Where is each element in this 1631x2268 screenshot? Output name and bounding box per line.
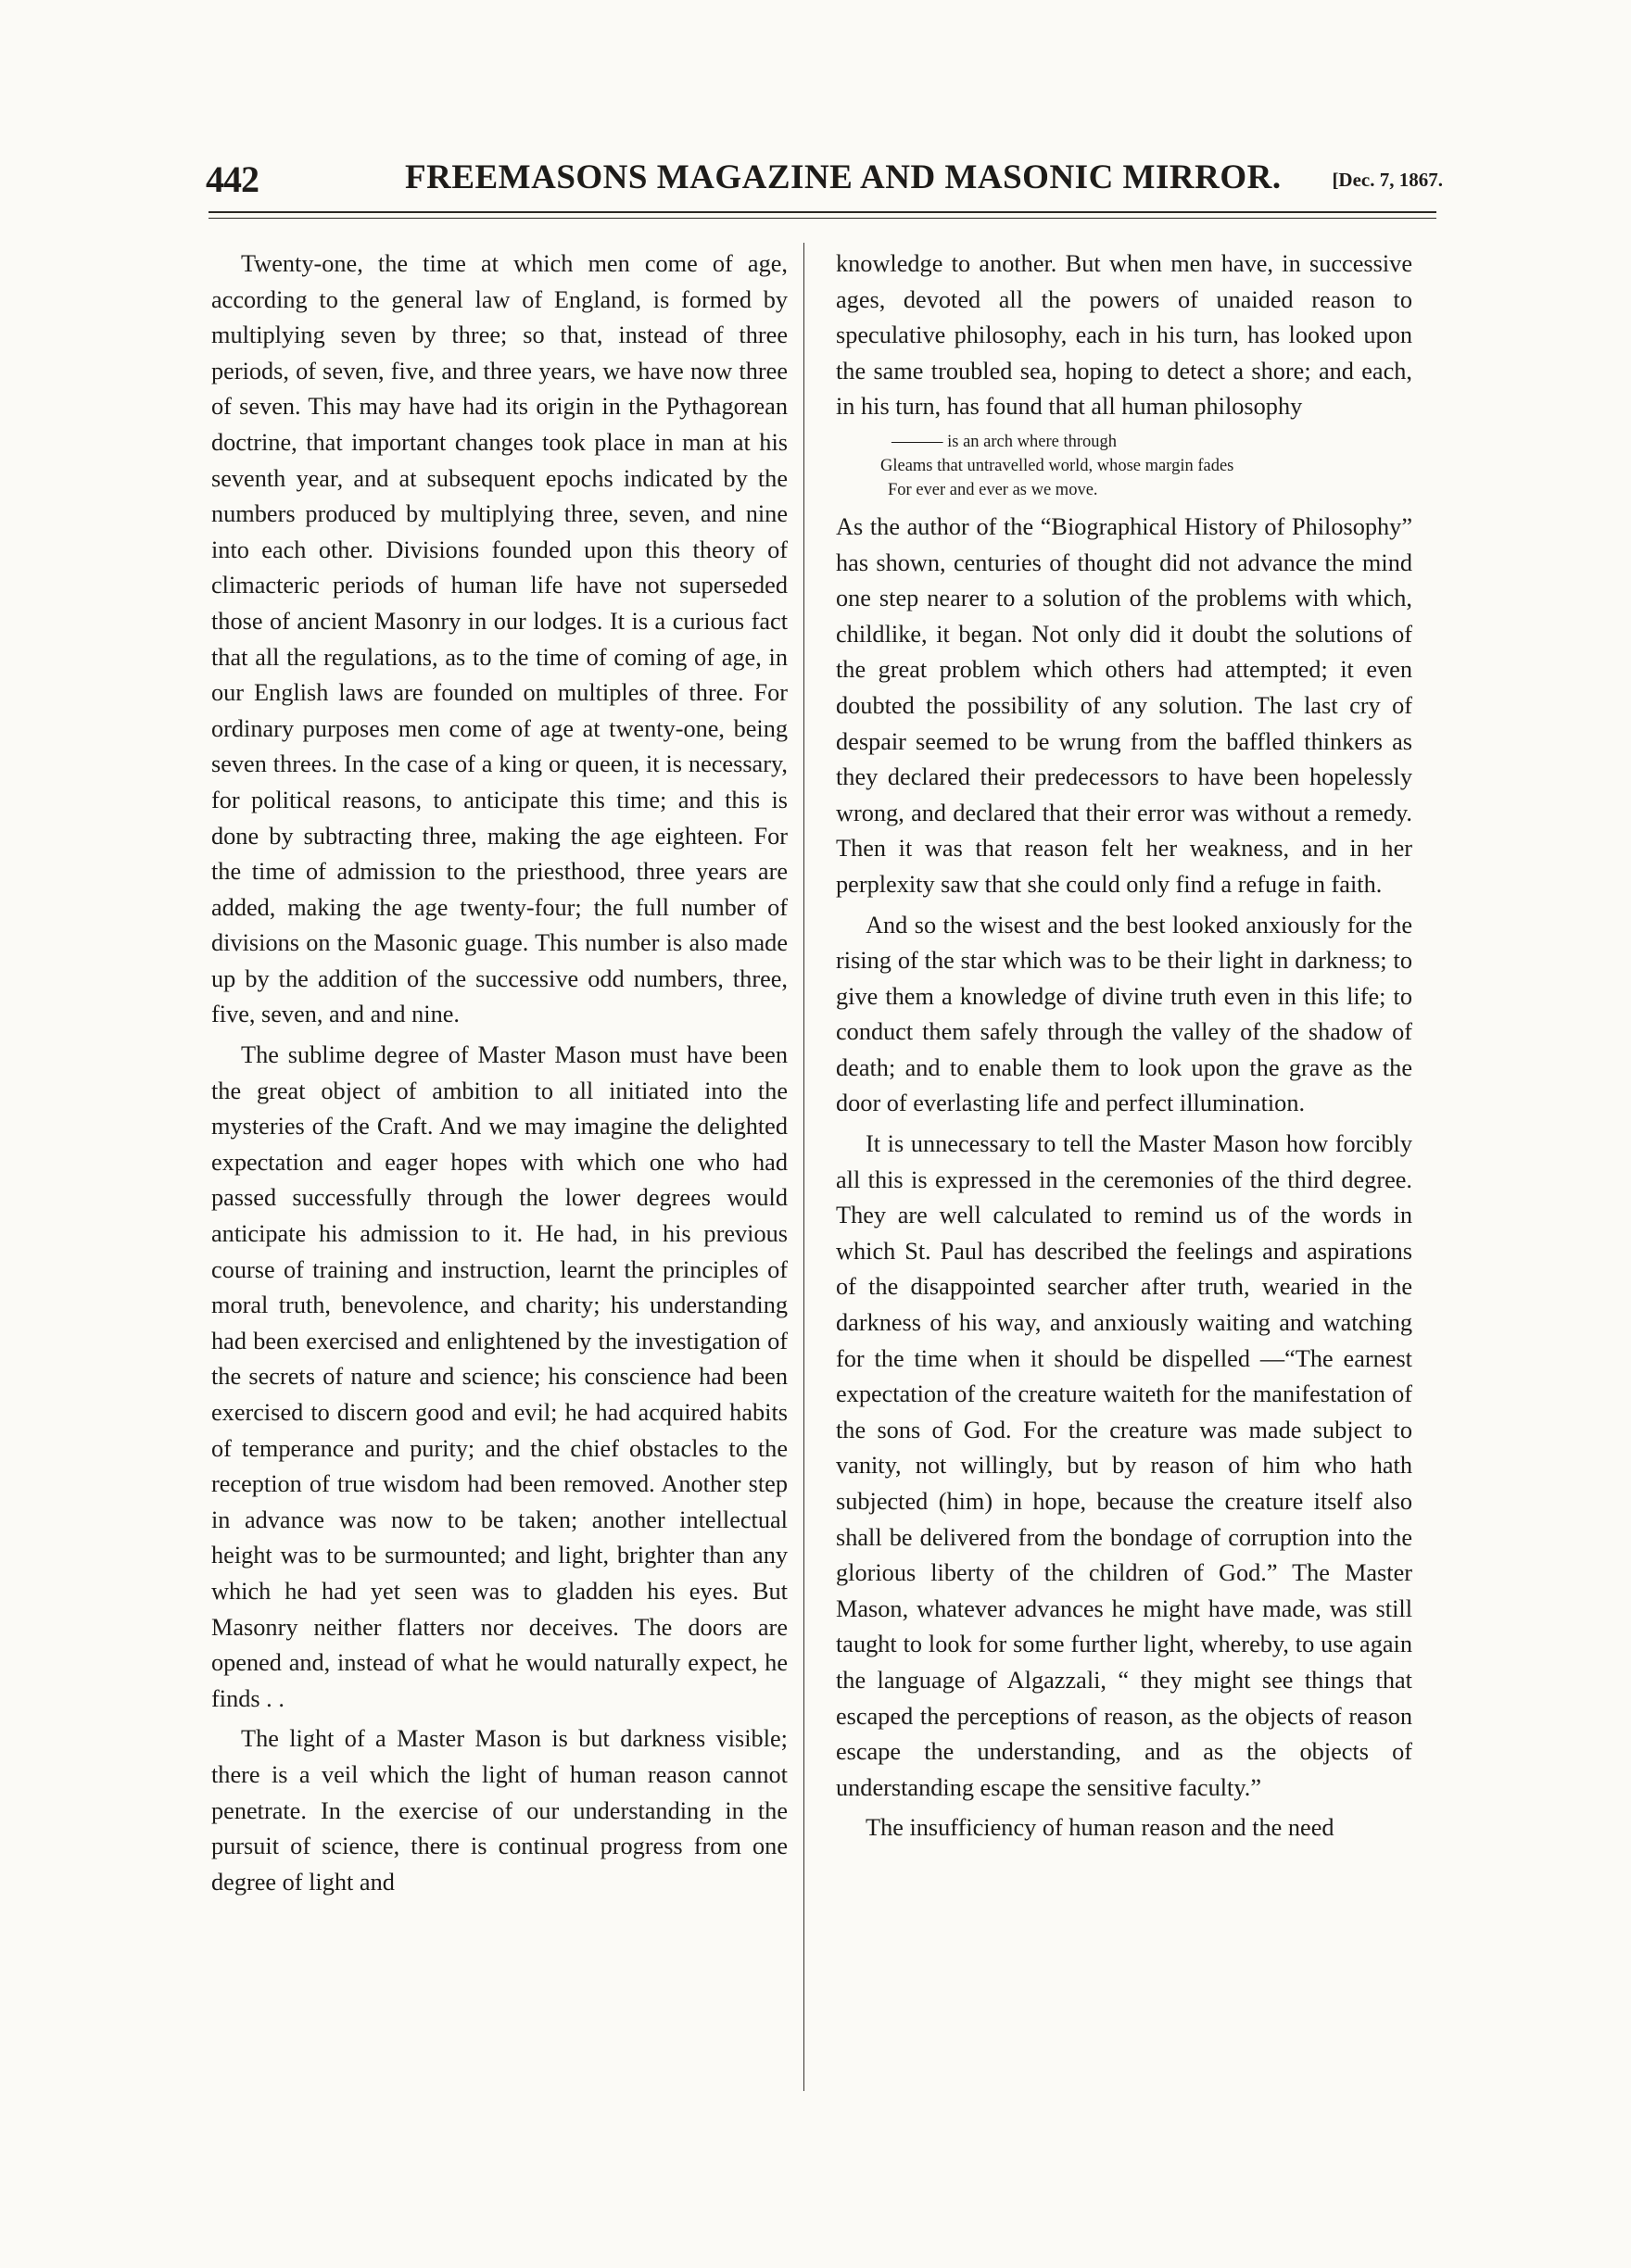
page-header [206,150,1443,206]
header-rule-thin [209,218,1436,219]
verse-line: Gleams that untravelled world, whose margin fades [880,456,1234,475]
issue-date: [Dec. 7, 1867. [1332,169,1443,191]
verse-quotation [836,430,1412,502]
paragraph: It is unnecessary to tell the Master Mason how forcibly all this is expressed in the ceremonies of the third degree. They are well calculated to remind us of the words in which St. Paul has described the feelings and aspirations of the disappointed searcher after truth, wearied in the darkness of his way, and anxiously waiting and watching for the time when it should be dispelled —“The earnest expectation of the creature waiteth for the manifestation of the sons of God. For the creature was made subject to vanity, not willingly, but by reason of him who hath subjected (him) in hope, because the creature itself also shall be delivered from the bondage of corruption into the glorious liberty of the children of God.” The Master Mason, whatever advances he might have made, was still taught to look for some further light, whereby, to use again the language of Algazzali, “ they might see things that escaped the perceptions of reason, as the objects of reason escape the understanding, and as the objects of understanding escape the sensitive faculty.” [836,1130,1412,1801]
paragraph: The insufficiency of human reason and the need [866,1814,1334,1842]
verse-line: For ever and ever as we move. [888,480,1098,499]
header-rule [209,211,1436,213]
verse-line: ——— is an arch where through [891,432,1118,451]
right-column [836,246,1412,2090]
paragraph: As the author of the “Biographical History of Philosophy” has shown, centuries of thought did not advance the mind one step nearer to a solution of the problems with which, childlike, it began. Not only did it doubt the solutions of the great problem which others had attempted; it even doubted the possibility of any solution. The last cry of despair seemed to be wrung from the baffled thinkers as they declared their predecessors to have been hopelessly wrong, and declared that their error was without a remedy. Then it was that reason felt her weakness, and in her perplexity saw that she could only find a refuge in faith. [836,512,1412,898]
paragraph: And so the wisest and the best looked anxiously for the rising of the star which was to be their light in darkness; to give them a knowledge of divine truth even in this life; to conduct them safely through the valley of the shadow of death; and to enable them to look upon the grave as the door of everlasting life and perfect illumination. [836,911,1412,1117]
column-divider [803,243,804,2091]
paragraph: Twenty-one, the time at which men come of age, according to the general law of England, is formed by multiplying seven by three; so that, instead of three periods, of seven, five, and three years, we have now three of seven. This may have had its origin in the Pythagorean doctrine, that important changes took place in man at his seventh year, and at subsequent epochs indicated by the numbers produced by multiplying three, seven, and nine into each other. Divisions founded upon this theory of climacteric periods of human life have not superseded those of ancient Masonry in our lodges. It is a curious fact that all the regulations, as to the time of coming of age, in our English laws are founded on multiples of three. For ordinary purposes men come of age at twenty-one, being seven threes. In the case of a king or queen, it is necessary, for political reasons, to anticipate this time; and this is done by subtracting three, making the age eighteen. For the time of admission to the priesthood, three years are added, making the age twenty-four; the full number of divisions on the Masonic guage. This number is also made up by the addition of the successive odd numbers, three, five, seven, and and nine. [211,250,788,1028]
journal-title: FREEMASONS MAGAZINE AND MASONIC MIRROR. [405,158,1282,196]
left-column [211,246,788,2090]
paragraph: The sublime degree of Master Mason must have been the great object of ambition to all initiated into the mysteries of the Craft. And we may imagine the delighted expectation and eager hopes with which one who had passed successfully through the lower degrees would anticipate his admission to it. He had, in his previous course of training and instruction, learnt the principles of moral truth, benevolence, and charity; his understanding had been exercised and enlightened by the investigation of the secrets of nature and science; his conscience had been exercised to discern good and evil; he had acquired habits of temperance and purity; and the chief obstacles to the reception of true wisdom had been removed. Another step in advance was now to be taken; another intellectual height was to be surmounted; and light, brighter than any which he had yet seen was to gladden his eyes. But Masonry neither flatters nor deceives. The doors are opened and, instead of what he would naturally expect, he finds . . [211,1041,788,1712]
page-number: 442 [206,158,259,200]
paragraph: The light of a Master Mason is but darkness visible; there is a veil which the light of human reason cannot penetrate. In the exercise of our understanding in the pursuit of science, there is continual progress from one degree of light and [211,1725,788,1896]
paragraph: knowledge to another. But when men have, in successive ages, devoted all the powers of unaided reason to speculative philosophy, each in his turn, has looked upon the same troubled sea, hoping to detect a shore; and each, in his turn, has found that all human philosophy [836,250,1412,421]
